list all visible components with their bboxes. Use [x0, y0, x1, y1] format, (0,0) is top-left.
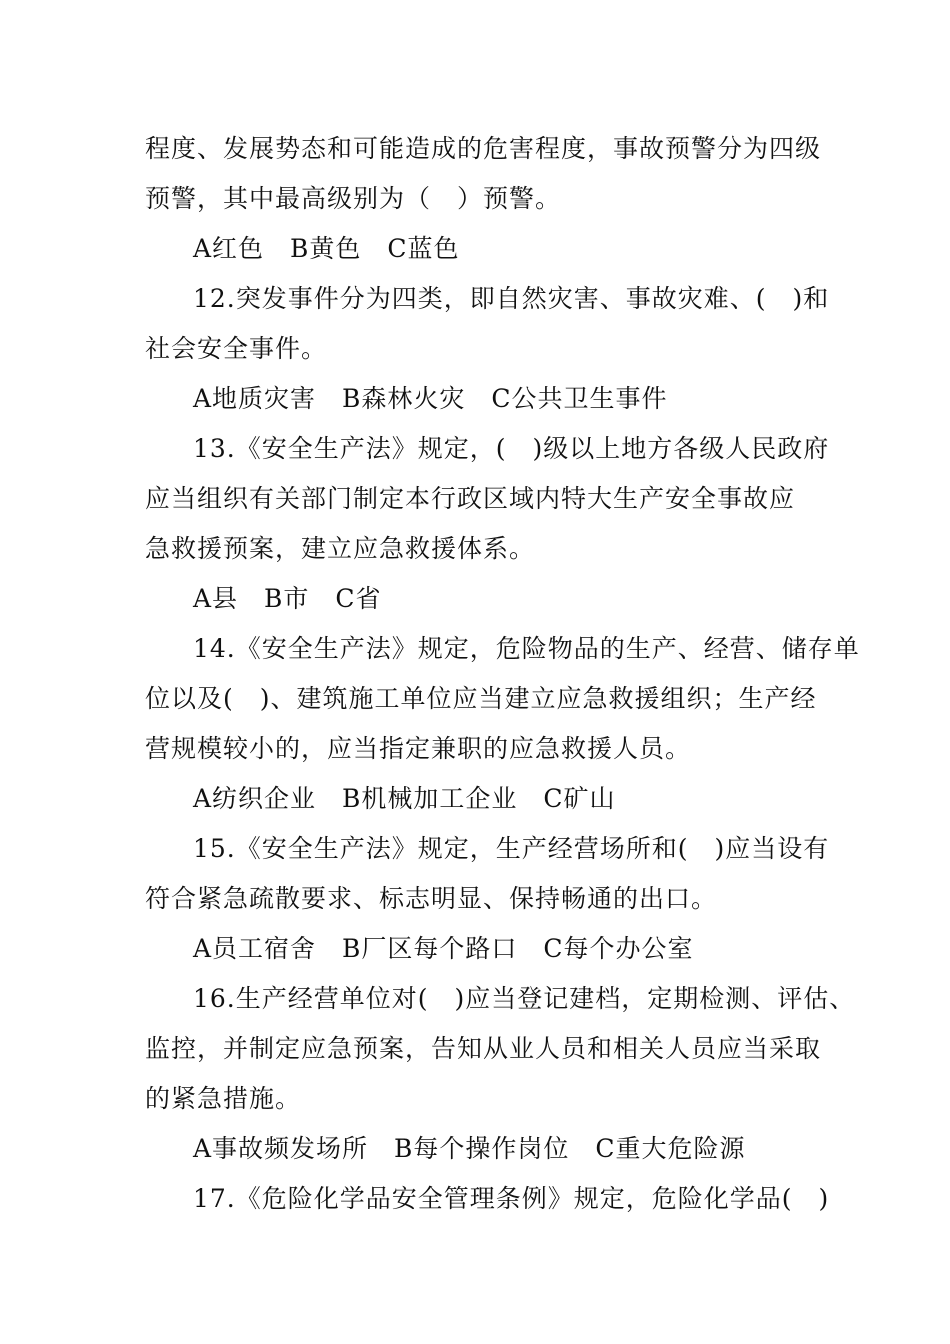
text-line: 急救援预案，建立应急救援体系。: [145, 534, 536, 563]
question-17: 17.《危险化学品安全管理条例》规定，危险化学品( ): [193, 1184, 830, 1213]
text-line: 的紧急措施。: [145, 1084, 302, 1113]
question-15: 15.《安全生产法》规定，生产经营场所和( )应当设有: [193, 834, 830, 863]
answer-options: A纺织企业 B机械加工企业 C矿山: [193, 784, 616, 813]
text-line: 预警，其中最高级别为（ ）预警。: [145, 184, 562, 213]
text-line: 监控，并制定应急预案，告知从业人员和相关人员应当采取: [145, 1034, 822, 1063]
answer-options: A员工宿舍 B厂区每个路口 C每个办公室: [193, 934, 694, 963]
text-line: 位以及( )、建筑施工单位应当建立应急救援组织；生产经: [145, 684, 817, 713]
answer-options: A县 B市 C省: [193, 584, 382, 613]
text-line: 社会安全事件。: [145, 334, 328, 363]
answer-options: A地质灾害 B森林火灾 C公共卫生事件: [193, 384, 668, 413]
text-line: 符合紧急疏散要求、标志明显、保持畅通的出口。: [145, 884, 718, 913]
answer-options: A红色 B黄色 C蓝色: [193, 234, 460, 263]
question-12: 12.突发事件分为四类，即自然灾害、事故灾难、( )和: [193, 284, 830, 313]
question-14: 14.《安全生产法》规定，危险物品的生产、经营、储存单: [193, 634, 860, 663]
answer-options: A事故频发场所 B每个操作岗位 C重大危险源: [193, 1134, 746, 1163]
question-13: 13.《安全生产法》规定，( )级以上地方各级人民政府: [193, 434, 830, 463]
text-line: 程度、发展势态和可能造成的危害程度，事故预警分为四级: [145, 134, 822, 163]
text-line: 营规模较小的，应当指定兼职的应急救援人员。: [145, 734, 692, 763]
text-line: 应当组织有关部门制定本行政区域内特大生产安全事故应: [145, 484, 796, 513]
question-16: 16.生产经营单位对( )应当登记建档，定期检测、评估、: [193, 984, 856, 1013]
